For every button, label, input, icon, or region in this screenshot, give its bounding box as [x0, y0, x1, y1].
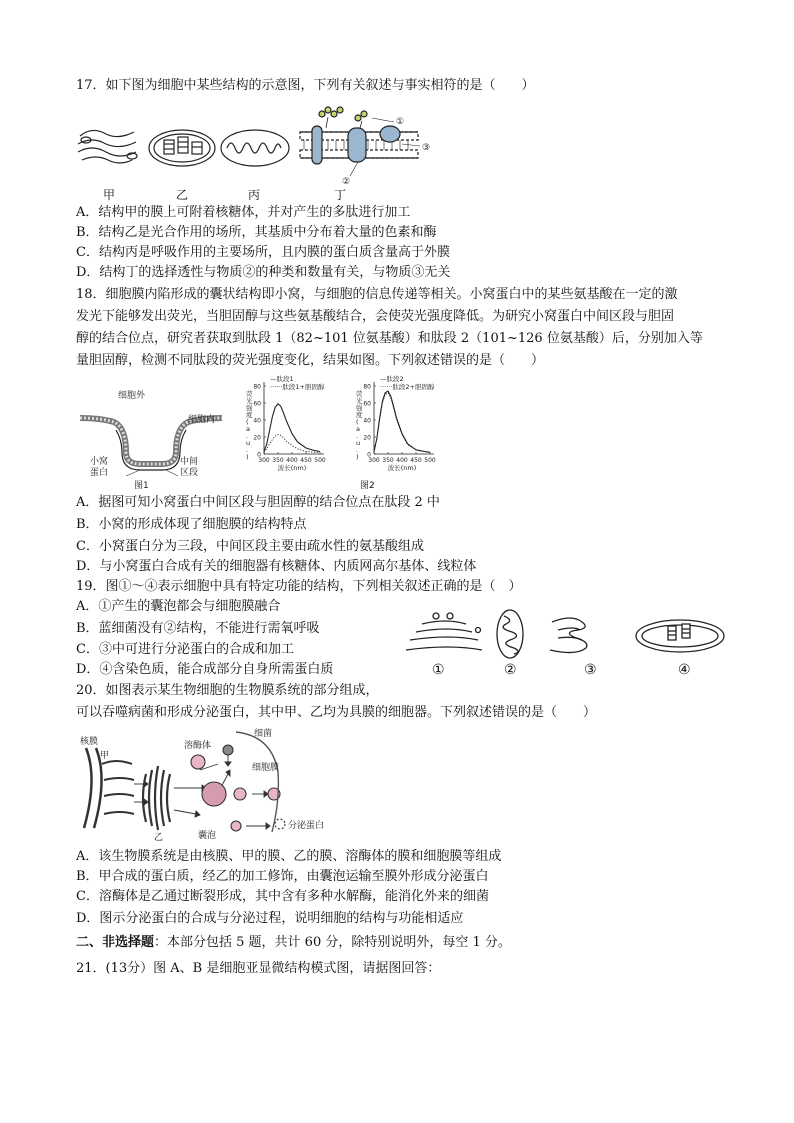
- x-tick-label: 300: [258, 457, 270, 464]
- q19-option-b: B．蓝细菌没有②结构，不能进行需氧呼吸: [76, 621, 320, 636]
- golgi-yi-structure: [143, 766, 170, 830]
- x-tick-label: 400: [396, 457, 408, 464]
- q17-label-jia: 甲: [103, 188, 116, 202]
- legend-entry-1: —肽段1: [270, 375, 294, 383]
- q20-figure: [76, 724, 336, 844]
- q20-option-c: C．溶酶体是乙通过断裂形成，其中含有多种水解酶，能消化外来的细菌: [76, 889, 489, 904]
- q20-option-d: D．图示分泌蛋白的合成与分泌过程，说明细胞的结构与功能相适应: [76, 911, 464, 926]
- er-jia-structure: [102, 761, 134, 814]
- er-2-structure: [550, 618, 587, 653]
- q18-option-a: A．据图可知小窝蛋白中间区段与胆固醇的结合位点在肽段 2 中: [76, 495, 440, 510]
- x-tick-label: 300: [368, 457, 380, 464]
- q18-chart-2: [336, 374, 446, 484]
- legend-entry-2: ······肽段1+胆固醇: [270, 383, 325, 391]
- y-tick-label: 40: [253, 417, 261, 425]
- section2-rest: ：本部分包括 5 题，共计 60 分，除特别说明外，每空 1 分。: [154, 935, 511, 950]
- q17-label-ding: 丁: [334, 188, 347, 202]
- q19-label-3: ③: [584, 662, 597, 678]
- y-tick-label: 40: [363, 417, 371, 425]
- legend-entry-1: —肽段2: [380, 375, 404, 383]
- q17-mark-2: ②: [342, 177, 351, 187]
- q19-stem: 19．图①～④表示细胞中具有特定功能的结构，下列相关叙述正确的是（ ）: [76, 579, 522, 594]
- series-line-2: [374, 393, 430, 453]
- fig1-outside-label: 细胞外: [118, 391, 146, 401]
- nuclear-membrane-structure: [84, 748, 102, 828]
- fig-bacteria-label: 细菌: [254, 729, 273, 739]
- q18-stem-1: 18．细胞膜内陷形成的囊状结构即小窝，与细胞的信息传递等相关。小窝蛋白中的某些氨基酸在一定的激: [76, 287, 678, 302]
- series-line-1: [374, 391, 430, 452]
- q17-mark-1: ①: [396, 117, 405, 127]
- q17-option-b: B．结构乙是光合作用的场所，其基质中分布着大量的色素和酶: [76, 225, 437, 240]
- fig-yi-label: 乙: [154, 833, 164, 843]
- x-axis-label: 波长(nm): [277, 464, 307, 472]
- q17-label-yi: 乙: [176, 188, 189, 202]
- y-tick-label: 80: [363, 383, 371, 391]
- fig1-middle-label-1: 中间: [180, 457, 199, 467]
- x-tick-label: 450: [410, 457, 422, 464]
- x-tick-label: 500: [314, 457, 326, 464]
- golgi-structure: [406, 613, 482, 650]
- legend-entry-2: ······肽段2+胆固醇: [380, 383, 435, 391]
- q17-mark-3: ③: [422, 143, 431, 153]
- x-tick-label: 400: [286, 457, 298, 464]
- q17-option-c: C．结构丙是呼吸作用的主要场所，且内膜的蛋白质含量高于外膜: [76, 245, 450, 260]
- q18-stem-2: 发光下能够发出荧光，当胆固醇与这些氨基酸结合，会使荧光强度降低。为研究小窝蛋白中间区段与胆固: [76, 309, 675, 324]
- q17-stem: 17．如下图为细胞中某些结构的示意图，下列有关叙述与事实相符的是（ ）: [76, 78, 535, 93]
- fig1-caption: 图1: [134, 481, 149, 490]
- fig-jia-label: 甲: [100, 751, 110, 761]
- q18-option-d: D．与小窝蛋白合成有关的细胞器有核糖体、内质网高尔基体、线粒体: [76, 559, 477, 574]
- y-tick-label: 20: [253, 434, 261, 442]
- y-axis-label: 荧光强度( a . u . ): [356, 390, 363, 461]
- section2-head: 二、非选择题: [76, 935, 155, 950]
- y-tick-label: 80: [253, 383, 261, 391]
- y-tick-label: 0: [257, 451, 261, 459]
- fig-lysosome-label: 溶酶体: [184, 741, 212, 751]
- fig-vesicle-label: 囊泡: [198, 831, 217, 841]
- q19-label-2: ②: [504, 662, 517, 678]
- q19-option-a: A．①产生的囊泡都会与细胞膜融合: [76, 599, 281, 614]
- q20-option-b: B．甲合成的蛋白质，经乙的加工修饰，由囊泡运输至膜外形成分泌蛋白: [76, 869, 489, 884]
- chloroplast-2-structure: [636, 620, 724, 652]
- q20-option-a: A．该生物膜系统是由核膜、甲的膜、乙的膜、溶酶体的膜和细胞膜等组成: [76, 849, 502, 864]
- y-tick-label: 60: [363, 400, 371, 408]
- y-axis-label: 荧光强度( a . u . ): [246, 390, 253, 461]
- er-structure: [78, 130, 137, 163]
- x-tick-label: 450: [300, 457, 312, 464]
- y-tick-label: 0: [367, 451, 371, 459]
- fig1-protein-label-2: 蛋白: [90, 468, 109, 478]
- fig-secretory-protein-label: 分泌蛋白: [288, 821, 325, 831]
- series-line-1: [264, 404, 320, 452]
- q18-chart-1: [226, 374, 336, 484]
- q18-stem-4: 量胆固醇，检测不同肽段的荧光强度变化，结果如图。下列叙述错误的是（ ）: [76, 353, 545, 368]
- q19-option-c: C．③中可进行分泌蛋白的合成和加工: [76, 642, 294, 657]
- q21-stem: 21．(13分）图 A、B 是细胞亚显微结构模式图，请据图回答：: [76, 961, 441, 976]
- x-tick-label: 500: [424, 457, 436, 464]
- fig-cell-membrane-label: 细胞膜: [252, 763, 280, 773]
- q18-stem-3: 醇的结合位点，研究者获取到肽段 1（82~101 位氨基酸）和肽段 2（101~126 位氨基酸）后，分别加入等: [76, 331, 703, 346]
- q19-label-4: ④: [678, 662, 691, 678]
- q18-option-c: C．小窝蛋白分为三段，中间区段主要由疏水性的氨基酸组成: [76, 539, 424, 554]
- fig1-protein-label-1: 小窝: [90, 457, 109, 467]
- x-axis-label: 波长(nm): [387, 464, 417, 472]
- x-tick-label: 350: [272, 457, 284, 464]
- q17-option-d: D．结构丁的选择透性与物质②的种类和数量有关，与物质③无关: [76, 265, 451, 280]
- fig-nuclear-membrane-label: 核膜: [80, 737, 99, 747]
- q17-figure: [72, 104, 442, 194]
- q17-label-bing: 丙: [248, 188, 261, 202]
- mitochondrion-2-structure: [497, 610, 523, 658]
- mitochondrion-structure: [221, 130, 289, 166]
- q18-figure-1: [76, 378, 226, 490]
- fig1-inside-label: 细胞内: [188, 415, 216, 425]
- q17-option-a: A．结构甲的膜上可附着核糖体，并对产生的多肽进行加工: [76, 205, 411, 220]
- q18-option-b: B．小窝的形成体现了细胞膜的结构特点: [76, 517, 307, 532]
- x-tick-label: 350: [382, 457, 394, 464]
- q20-stem-2: 可以吞噬病菌和形成分泌蛋白，其中甲、乙均为具膜的细胞器。下列叙述错误的是（ ）: [76, 705, 597, 720]
- q19-option-d: D．④含染色质，能合成部分自身所需蛋白质: [76, 662, 334, 677]
- q20-stem-1: 20．如图表示某生物细胞的生物膜系统的部分组成，: [76, 683, 379, 698]
- fig1-middle-label-2: 区段: [180, 468, 199, 478]
- q19-label-1: ①: [432, 662, 445, 678]
- y-tick-label: 20: [363, 434, 371, 442]
- fig2-caption: 图2: [360, 481, 375, 491]
- section2-heading: [76, 934, 511, 952]
- y-tick-label: 60: [253, 400, 261, 408]
- chloroplast-structure: [149, 130, 215, 166]
- q19-figure: [402, 606, 727, 662]
